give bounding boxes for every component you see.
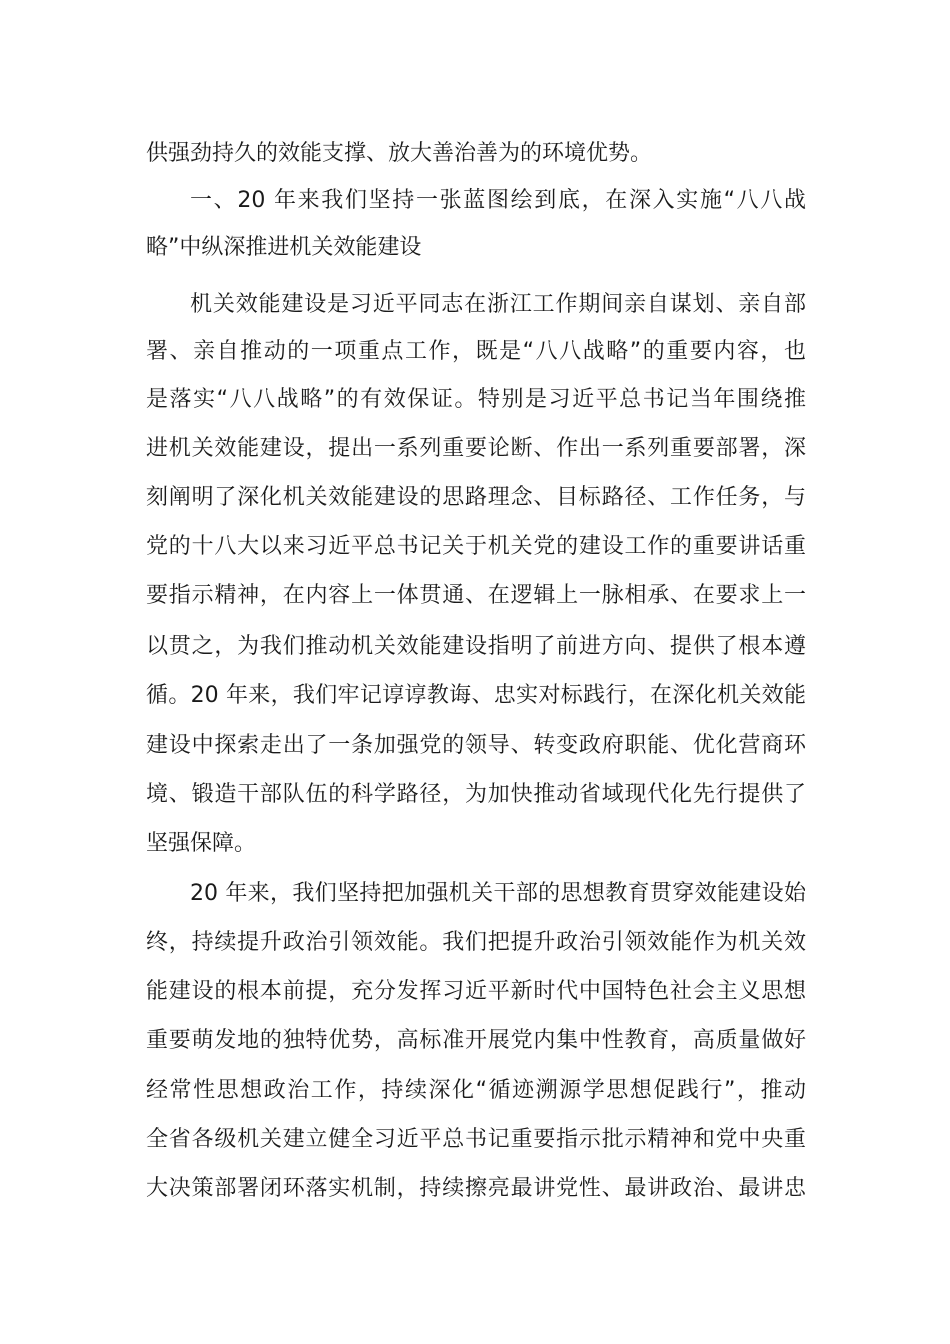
text-line: 供强劲持久的效能支撑、放大善治善为的环境优势。 [146,141,653,166]
text-line: 刻阐明了深化机关效能建设的思路理念、目标路径、工作任务，与 [146,485,806,510]
text-line: 机关效能建设是习近平同志在浙江工作期间亲自谋划、亲自部 [190,292,806,317]
text-line: 重要萌发地的独特优势，高标准开展党内集中性教育，高质量做好 [146,1028,806,1053]
text-line: 党的十八大以来习近平总书记关于机关党的建设工作的重要讲话重 [146,534,806,559]
text-line: 循。20 年来，我们牢记谆谆教诲、忠实对标践行，在深化机关效能 [146,683,806,708]
text-line: 署、亲自推动的一项重点工作，既是“八八战略”的重要内容，也 [146,339,806,364]
text-line: 以贯之，为我们推动机关效能建设指明了前进方向、提供了根本遵 [146,634,806,659]
section-heading-line: 略”中纵深推进机关效能建设 [146,235,422,260]
text-line: 经常性思想政治工作，持续深化“循迹溯源学思想促践行”，推动 [146,1078,806,1103]
text-line: 能建设的根本前提，充分发挥习近平新时代中国特色社会主义思想 [146,979,806,1004]
text-line: 终，持续提升政治引领效能。我们把提升政治引领效能作为机关效 [146,930,806,955]
section-heading-line: 一、20 年来我们坚持一张蓝图绘到底，在深入实施“八八战 [190,188,806,213]
text-line: 要指示精神，在内容上一体贯通、在逻辑上一脉相承、在要求上一 [146,583,806,608]
text-line: 进机关效能建设，提出一系列重要论断、作出一系列重要部署，深 [146,436,806,461]
text-line: 大决策部署闭环落实机制，持续擦亮最讲党性、最讲政治、最讲忠 [146,1176,806,1201]
text-line: 建设中探索走出了一条加强党的领导、转变政府职能、优化营商环 [146,733,806,758]
text-line: 20 年来，我们坚持把加强机关干部的思想教育贯穿效能建设始 [190,881,806,906]
text-line: 境、锻造干部队伍的科学路径，为加快推动省域现代化先行提供了 [146,782,806,807]
text-line: 是落实“八八战略”的有效保证。特别是习近平总书记当年围绕推 [146,387,806,412]
text-line: 全省各级机关建立健全习近平总书记重要指示批示精神和党中央重 [146,1127,806,1152]
text-line: 坚强保障。 [146,831,257,856]
